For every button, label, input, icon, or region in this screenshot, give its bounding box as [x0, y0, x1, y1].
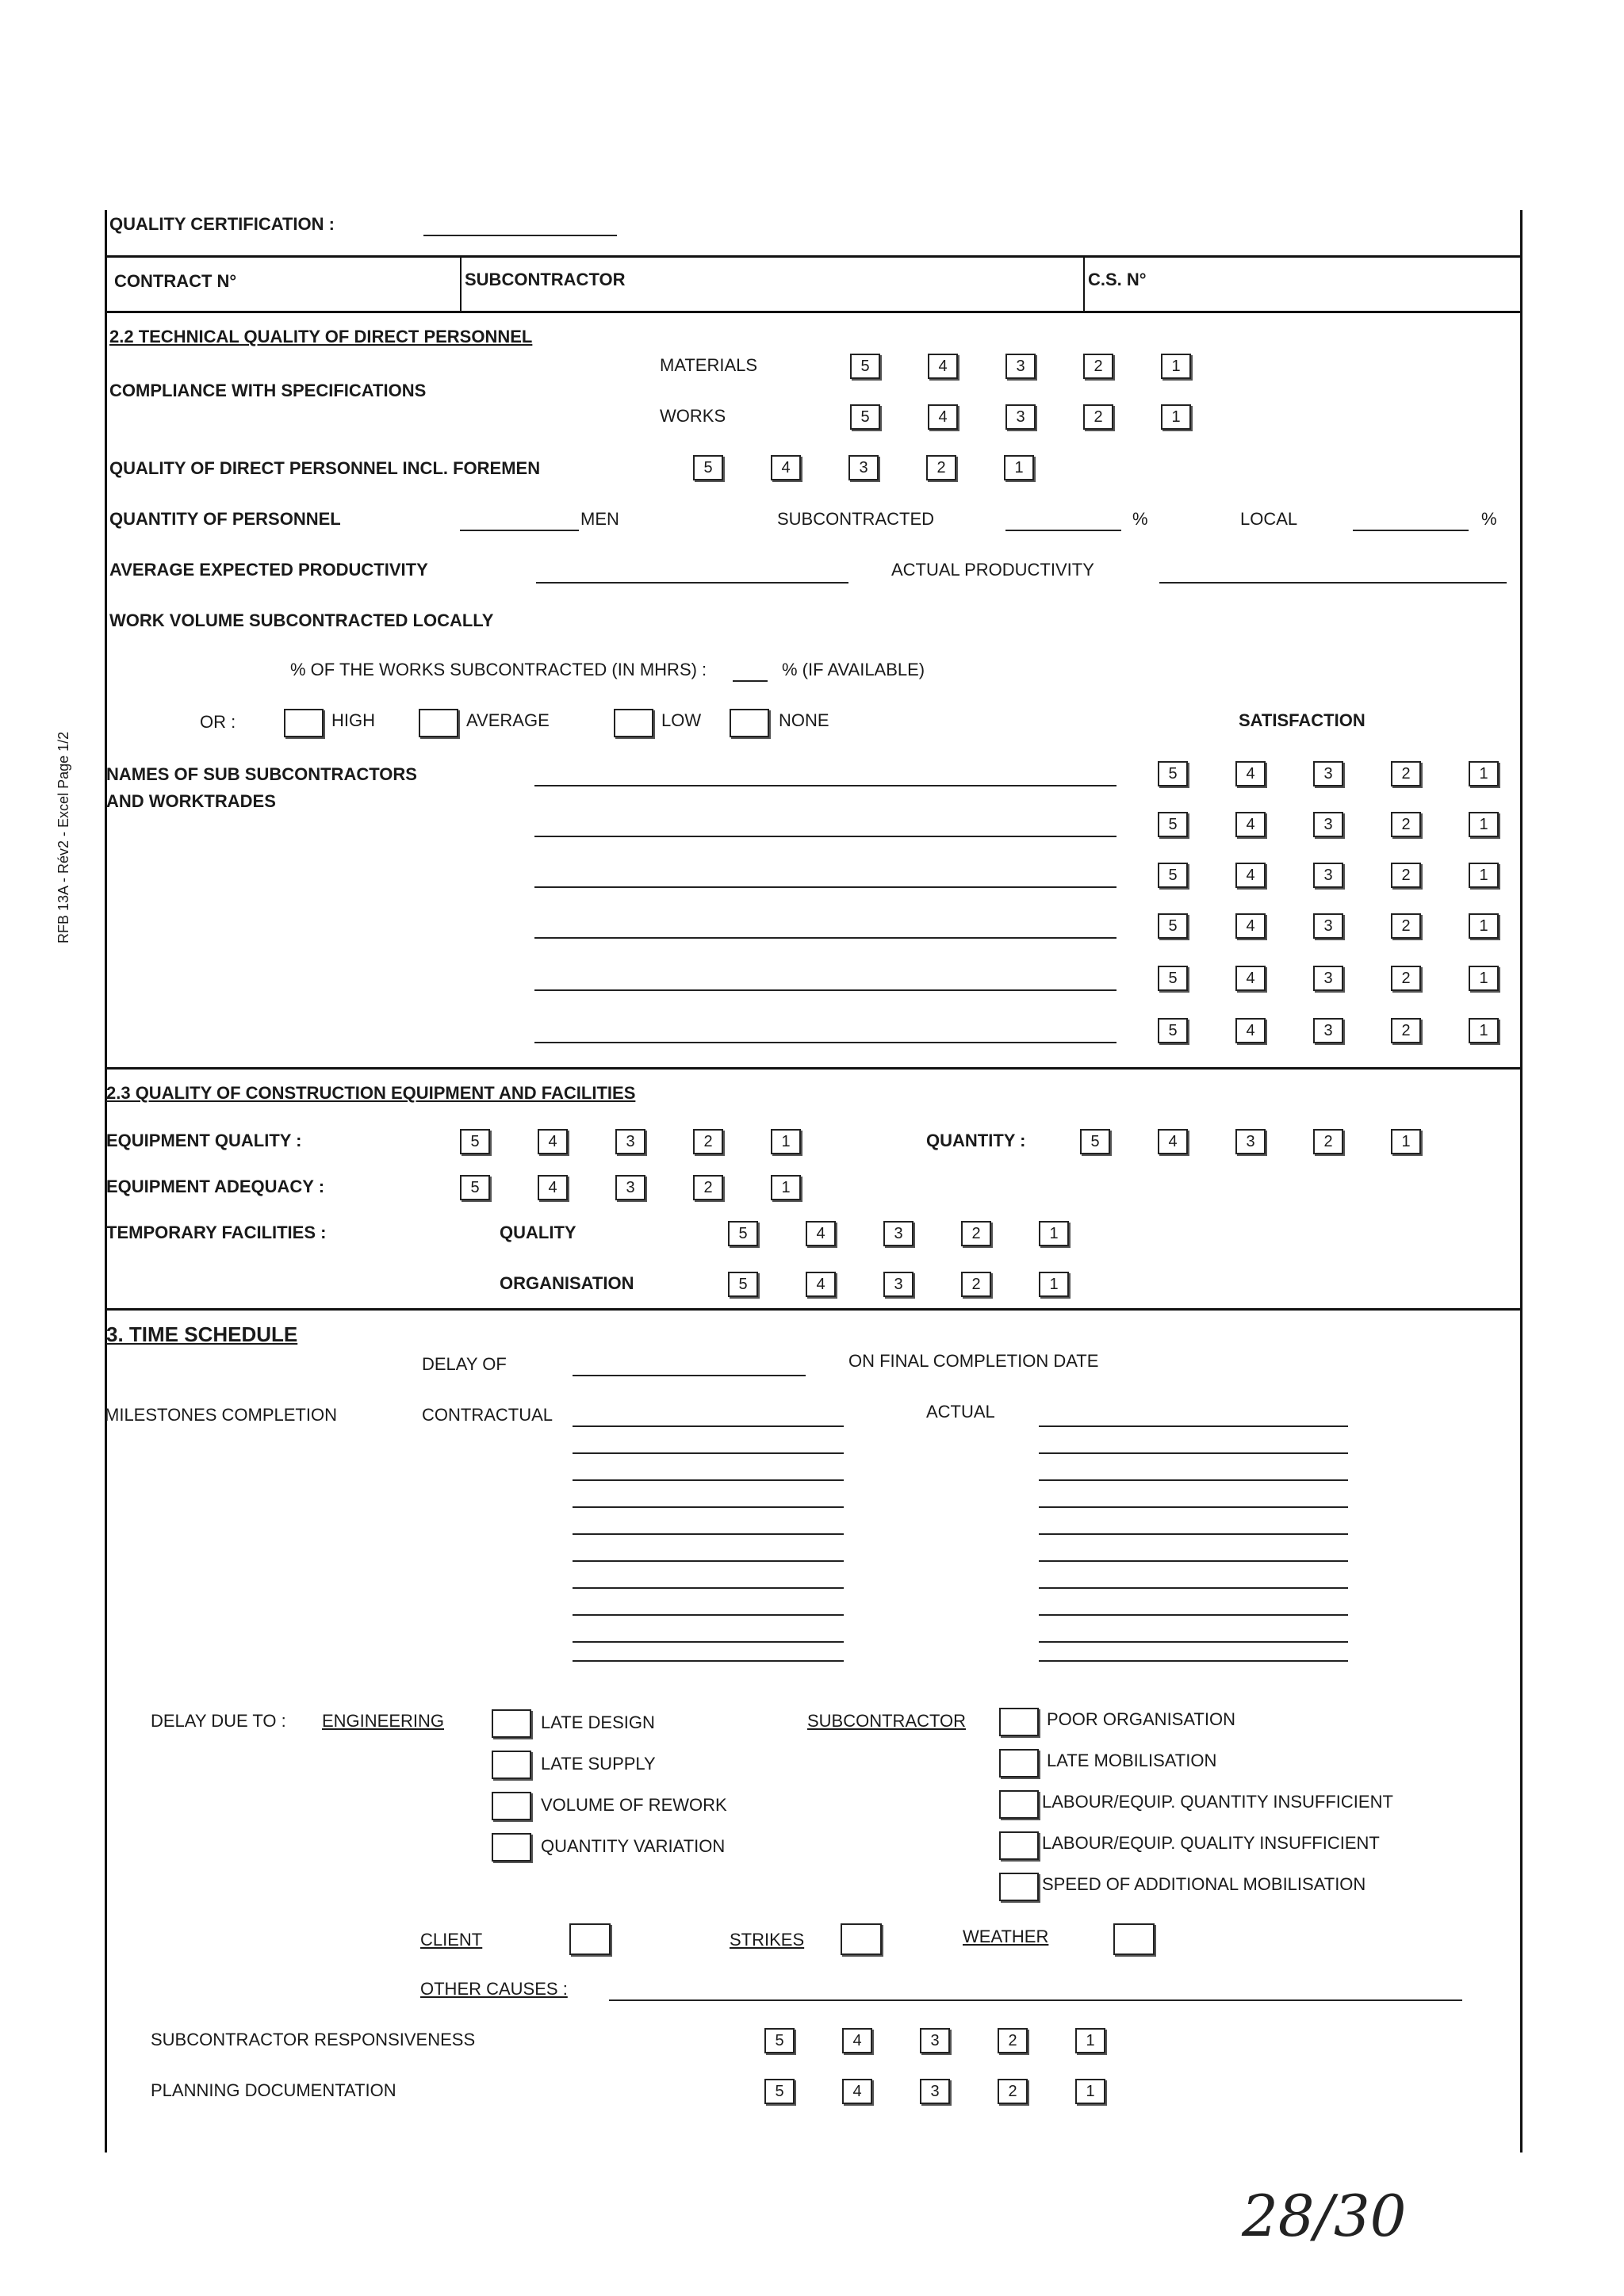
men-label: MEN [580, 509, 619, 529]
actual-milestone-9[interactable] [1039, 1641, 1348, 1643]
planning-rating-3[interactable]: 3 [920, 2079, 950, 2104]
engineering-label: ENGINEERING [322, 1711, 445, 1731]
speed-mob-checkbox[interactable] [999, 1873, 1039, 1901]
planning-rating-2[interactable]: 2 [998, 2079, 1028, 2104]
satisfaction-row2-rating-3[interactable]: 3 [1313, 812, 1343, 837]
avg-productivity-field[interactable] [536, 582, 848, 584]
actual-milestone-10[interactable] [1039, 1660, 1348, 1662]
late-supply-label: LATE SUPPLY [541, 1754, 656, 1774]
worktrades-label: AND WORKTRADES [106, 791, 276, 811]
satisfaction-row5-rating-5[interactable]: 5 [1158, 966, 1188, 991]
equip-quantity-rating-4[interactable]: 4 [1158, 1129, 1188, 1154]
responsiveness-rating-4[interactable]: 4 [842, 2028, 872, 2053]
client-checkbox[interactable] [569, 1923, 611, 1955]
actual-milestone-7[interactable] [1039, 1587, 1348, 1589]
subcontracted-pct-sign: % [1132, 509, 1148, 529]
equip-quantity-rating-1[interactable]: 1 [1391, 1129, 1421, 1154]
satisfaction-row3-rating-5[interactable]: 5 [1158, 863, 1188, 888]
actual-productivity-label: ACTUAL PRODUCTIVITY [891, 560, 1094, 580]
equip-quality-rating-4[interactable]: 4 [538, 1129, 568, 1154]
satisfaction-row6-rating-5[interactable]: 5 [1158, 1018, 1188, 1043]
satisfaction-row2-rating-1[interactable]: 1 [1469, 812, 1499, 837]
satisfaction-row4-rating-2[interactable]: 2 [1391, 913, 1421, 939]
actual-milestone-8[interactable] [1039, 1614, 1348, 1616]
temp-organisation-rating-2[interactable]: 2 [961, 1272, 991, 1297]
subsub-name-field-2[interactable] [534, 836, 1116, 837]
equip-quality-rating-5[interactable]: 5 [460, 1129, 490, 1154]
quantity-variation-label: QUANTITY VARIATION [541, 1836, 726, 1856]
subsub-name-field-1[interactable] [534, 785, 1116, 786]
late-supply-checkbox[interactable] [492, 1751, 531, 1779]
responsiveness-rating-1[interactable]: 1 [1075, 2028, 1105, 2053]
contractual-milestone-7[interactable] [573, 1587, 844, 1589]
temp-organisation-label: ORGANISATION [500, 1273, 634, 1293]
page-number-text: 28/30 [1242, 2183, 1407, 2249]
strikes-checkbox[interactable] [841, 1923, 882, 1955]
equip-adequacy-rating-3[interactable]: 3 [615, 1175, 645, 1200]
temp-organisation-rating-5[interactable]: 5 [728, 1272, 758, 1297]
pct-works-label: % OF THE WORKS SUBCONTRACTED (IN MHRS) : [290, 660, 707, 679]
labour-qty-label: LABOUR/EQUIP. QUANTITY INSUFFICIENT [1042, 1792, 1393, 1812]
actual-milestone-6[interactable] [1039, 1560, 1348, 1562]
names-sub-label: NAMES OF SUB SUBCONTRACTORS [106, 764, 417, 784]
actual-milestone-3[interactable] [1039, 1479, 1348, 1481]
contractual-milestone-4[interactable] [573, 1506, 844, 1508]
contractual-milestone-5[interactable] [573, 1533, 844, 1535]
personnel-rating-4[interactable]: 4 [771, 455, 801, 480]
equip-adequacy-label: EQUIPMENT ADEQUACY : [106, 1177, 325, 1196]
planning-label: PLANNING DOCUMENTATION [151, 2080, 396, 2100]
satisfaction-row5-rating-3[interactable]: 3 [1313, 966, 1343, 991]
temp-quality-rating-4[interactable]: 4 [806, 1221, 836, 1246]
on-final-label: ON FINAL COMPLETION DATE [848, 1351, 1099, 1371]
temp-organisation-rating-4[interactable]: 4 [806, 1272, 836, 1297]
contractual-label: CONTRACTUAL [422, 1405, 553, 1425]
satisfaction-row1-rating-3[interactable]: 3 [1313, 761, 1343, 786]
local-label: LOCAL [1240, 509, 1298, 529]
responsiveness-rating-3[interactable]: 3 [920, 2028, 950, 2053]
works-rating-2[interactable]: 2 [1083, 404, 1113, 430]
rule-1 [105, 255, 1522, 258]
quantity-variation-checkbox[interactable] [492, 1833, 531, 1862]
men-field[interactable] [460, 530, 579, 531]
volume-rework-checkbox[interactable] [492, 1792, 531, 1820]
subsub-name-field-4[interactable] [534, 937, 1116, 939]
works-rating-5[interactable]: 5 [850, 404, 880, 430]
contractual-milestone-9[interactable] [573, 1641, 844, 1643]
materials-rating-4[interactable]: 4 [928, 354, 958, 379]
satisfaction-row3-rating-2[interactable]: 2 [1391, 863, 1421, 888]
subsub-name-field-6[interactable] [534, 1042, 1116, 1043]
satisfaction-row2-rating-5[interactable]: 5 [1158, 812, 1188, 837]
satisfaction-row4-rating-5[interactable]: 5 [1158, 913, 1188, 939]
cs-no-label: C.S. N° [1088, 270, 1147, 289]
works-rating-4[interactable]: 4 [928, 404, 958, 430]
equip-quantity-rating-2[interactable]: 2 [1313, 1129, 1343, 1154]
works-rating-3[interactable]: 3 [1005, 404, 1036, 430]
delay-due-label: DELAY DUE TO : [151, 1711, 286, 1731]
satisfaction-row6-rating-1[interactable]: 1 [1469, 1018, 1499, 1043]
subcontractor-label: SUBCONTRACTOR [465, 270, 626, 289]
late-design-checkbox[interactable] [492, 1709, 531, 1738]
actual-milestone-1[interactable] [1039, 1425, 1348, 1427]
equip-adequacy-rating-2[interactable]: 2 [693, 1175, 723, 1200]
satisfaction-row6-rating-3[interactable]: 3 [1313, 1018, 1343, 1043]
equip-adequacy-rating-4[interactable]: 4 [538, 1175, 568, 1200]
low-checkbox[interactable] [614, 709, 653, 737]
section-3-title: 3. TIME SCHEDULE [106, 1322, 298, 1346]
delay-of-field[interactable] [573, 1375, 806, 1376]
contractual-milestone-8[interactable] [573, 1614, 844, 1616]
volume-rework-label: VOLUME OF REWORK [541, 1795, 727, 1815]
temp-quality-rating-2[interactable]: 2 [961, 1221, 991, 1246]
satisfaction-row5-rating-1[interactable]: 1 [1469, 966, 1499, 991]
satisfaction-row5-rating-2[interactable]: 2 [1391, 966, 1421, 991]
strikes-label: STRIKES [730, 1930, 805, 1950]
actual-milestone-4[interactable] [1039, 1506, 1348, 1508]
planning-rating-5[interactable]: 5 [764, 2079, 795, 2104]
subcontractor-cause-label: SUBCONTRACTOR [807, 1711, 967, 1731]
satisfaction-row2-rating-2[interactable]: 2 [1391, 812, 1421, 837]
weather-label: WEATHER [963, 1927, 1049, 1946]
local-pct-field[interactable] [1353, 530, 1469, 531]
materials-rating-1[interactable]: 1 [1161, 354, 1191, 379]
labour-qty-checkbox[interactable] [999, 1790, 1039, 1819]
none-label: NONE [779, 710, 829, 730]
equip-quality-label: EQUIPMENT QUALITY : [106, 1131, 302, 1150]
equip-adequacy-rating-5[interactable]: 5 [460, 1175, 490, 1200]
quality-certification-label: QUALITY CERTIFICATION : [109, 214, 335, 234]
personnel-rating-3[interactable]: 3 [848, 455, 879, 480]
equip-quantity-rating-5[interactable]: 5 [1080, 1129, 1110, 1154]
compliance-label: COMPLIANCE WITH SPECIFICATIONS [109, 381, 427, 400]
satisfaction-row1-rating-5[interactable]: 5 [1158, 761, 1188, 786]
or-label: OR : [200, 712, 236, 732]
planning-rating-1[interactable]: 1 [1075, 2079, 1105, 2104]
contractual-milestone-10[interactable] [573, 1660, 844, 1662]
equip-quantity-rating-3[interactable]: 3 [1235, 1129, 1266, 1154]
quality-personnel-label: QUALITY OF DIRECT PERSONNEL INCL. FOREMEN [109, 458, 541, 478]
satisfaction-row1-rating-2[interactable]: 2 [1391, 761, 1421, 786]
handwritten-page-number [1234, 2174, 1424, 2261]
temp-quality-label: QUALITY [500, 1223, 576, 1242]
poor-org-label: POOR ORGANISATION [1047, 1709, 1235, 1729]
labour-qlt-label: LABOUR/EQUIP. QUALITY INSUFFICIENT [1042, 1833, 1380, 1853]
header-divider-1 [460, 255, 462, 312]
temp-organisation-rating-3[interactable]: 3 [883, 1272, 914, 1297]
responsiveness-rating-2[interactable]: 2 [998, 2028, 1028, 2053]
equip-adequacy-rating-1[interactable]: 1 [771, 1175, 801, 1200]
satisfaction-label: SATISFACTION [1239, 710, 1365, 730]
form-reference: RFB 13A - Rév2 - Excel Page 1/2 [56, 731, 71, 943]
materials-rating-3[interactable]: 3 [1005, 354, 1036, 379]
high-label: HIGH [331, 710, 375, 730]
average-label: AVERAGE [466, 710, 550, 730]
subcontracted-pct-field[interactable] [1005, 530, 1121, 531]
equip-quality-rating-1[interactable]: 1 [771, 1129, 801, 1154]
personnel-rating-1[interactable]: 1 [1004, 455, 1034, 480]
actual-label: ACTUAL [926, 1402, 995, 1422]
poor-org-checkbox[interactable] [999, 1708, 1039, 1736]
rule-4 [105, 1308, 1522, 1311]
subcontracted-label: SUBCONTRACTED [777, 509, 935, 529]
satisfaction-row4-rating-4[interactable]: 4 [1235, 913, 1266, 939]
subsub-name-field-5[interactable] [534, 989, 1116, 991]
rule-3 [105, 1067, 1522, 1070]
header-divider-2 [1083, 255, 1085, 312]
personnel-rating-5[interactable]: 5 [693, 455, 723, 480]
temp-organisation-rating-1[interactable]: 1 [1039, 1272, 1069, 1297]
none-checkbox[interactable] [730, 709, 769, 737]
labour-qlt-checkbox[interactable] [999, 1831, 1039, 1860]
satisfaction-row4-rating-1[interactable]: 1 [1469, 913, 1499, 939]
weather-checkbox[interactable] [1113, 1923, 1155, 1955]
satisfaction-row4-rating-3[interactable]: 3 [1313, 913, 1343, 939]
contractual-milestone-3[interactable] [573, 1479, 844, 1481]
late-design-label: LATE DESIGN [541, 1712, 655, 1732]
temp-quality-rating-1[interactable]: 1 [1039, 1221, 1069, 1246]
temp-facilities-label: TEMPORARY FACILITIES : [106, 1223, 327, 1242]
satisfaction-row2-rating-4[interactable]: 4 [1235, 812, 1266, 837]
local-pct-sign: % [1481, 509, 1497, 529]
speed-mob-label: SPEED OF ADDITIONAL MOBILISATION [1042, 1874, 1366, 1894]
satisfaction-row1-rating-1[interactable]: 1 [1469, 761, 1499, 786]
satisfaction-row1-rating-4[interactable]: 4 [1235, 761, 1266, 786]
temp-quality-rating-5[interactable]: 5 [728, 1221, 758, 1246]
contractual-milestone-6[interactable] [573, 1560, 844, 1562]
quantity-personnel-label: QUANTITY OF PERSONNEL [109, 509, 341, 529]
other-causes-label: OTHER CAUSES : [420, 1979, 568, 1999]
materials-label: MATERIALS [660, 355, 758, 375]
satisfaction-row5-rating-4[interactable]: 4 [1235, 966, 1266, 991]
pct-works-suffix: % (IF AVAILABLE) [782, 660, 925, 679]
equip-quantity-label: QUANTITY : [926, 1131, 1026, 1150]
satisfaction-row6-rating-2[interactable]: 2 [1391, 1018, 1421, 1043]
avg-productivity-label: AVERAGE EXPECTED PRODUCTIVITY [109, 560, 428, 580]
high-checkbox[interactable] [284, 709, 324, 737]
subsub-name-field-3[interactable] [534, 886, 1116, 888]
actual-milestone-2[interactable] [1039, 1452, 1348, 1454]
section-2-2-title: 2.2 TECHNICAL QUALITY OF DIRECT PERSONNEL [109, 327, 533, 346]
actual-productivity-field[interactable] [1159, 582, 1507, 584]
responsiveness-rating-5[interactable]: 5 [764, 2028, 795, 2053]
work-volume-label: WORK VOLUME SUBCONTRACTED LOCALLY [109, 610, 494, 630]
temp-quality-rating-3[interactable]: 3 [883, 1221, 914, 1246]
works-rating-1[interactable]: 1 [1161, 404, 1191, 430]
materials-rating-2[interactable]: 2 [1083, 354, 1113, 379]
materials-rating-5[interactable]: 5 [850, 354, 880, 379]
satisfaction-row3-rating-4[interactable]: 4 [1235, 863, 1266, 888]
responsiveness-label: SUBCONTRACTOR RESPONSIVENESS [151, 2030, 476, 2049]
rule-2 [105, 311, 1522, 313]
satisfaction-row3-rating-3[interactable]: 3 [1313, 863, 1343, 888]
contractual-milestone-1[interactable] [573, 1425, 844, 1427]
satisfaction-row6-rating-4[interactable]: 4 [1235, 1018, 1266, 1043]
low-label: LOW [661, 710, 702, 730]
personnel-rating-2[interactable]: 2 [926, 455, 956, 480]
actual-milestone-5[interactable] [1039, 1533, 1348, 1535]
pct-works-field[interactable] [733, 680, 768, 682]
equip-quality-rating-3[interactable]: 3 [615, 1129, 645, 1154]
delay-of-label: DELAY OF [422, 1354, 507, 1374]
satisfaction-row3-rating-1[interactable]: 1 [1469, 863, 1499, 888]
section-2-3-title: 2.3 QUALITY OF CONSTRUCTION EQUIPMENT AND FACILITIES [106, 1083, 636, 1103]
equip-quality-rating-2[interactable]: 2 [693, 1129, 723, 1154]
late-mob-checkbox[interactable] [999, 1749, 1039, 1777]
other-causes-field[interactable] [609, 1999, 1462, 2001]
planning-rating-4[interactable]: 4 [842, 2079, 872, 2104]
works-label: WORKS [660, 406, 726, 426]
contractual-milestone-2[interactable] [573, 1452, 844, 1454]
average-checkbox[interactable] [419, 709, 458, 737]
milestones-label: MILESTONES COMPLETION [105, 1405, 337, 1425]
client-label: CLIENT [420, 1930, 483, 1950]
contract-no-label: CONTRACT N° [114, 271, 237, 291]
late-mob-label: LATE MOBILISATION [1047, 1751, 1217, 1770]
frame-right [1520, 210, 1522, 2152]
quality-certification-field[interactable] [423, 235, 617, 236]
